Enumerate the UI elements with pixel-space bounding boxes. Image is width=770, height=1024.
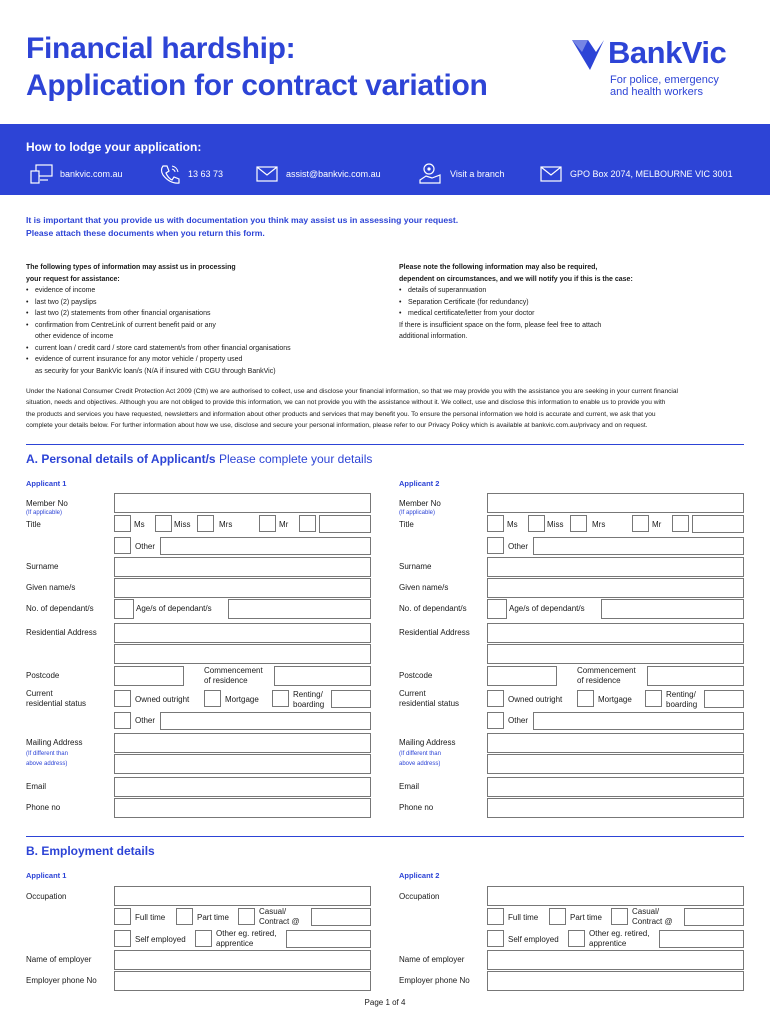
applicant-2-title-other-label: Other (508, 542, 529, 551)
applicant-2-dependant-ages-field[interactable] (601, 599, 744, 619)
info-left-heading-2: your request for assistance: (26, 275, 120, 283)
applicant-2-casual-checkbox[interactable] (611, 908, 628, 925)
applicant-2-postcode-label: Postcode (399, 671, 433, 680)
applicant-1-mailing-note-1: (If different than (26, 751, 68, 757)
title-line-2: Application for contract variation (26, 69, 488, 102)
applicant-1-heading: Applicant 1 (26, 871, 67, 880)
applicant-2-title-checkbox-ms[interactable] (487, 515, 504, 532)
applicant-1-title-checkbox-mrs[interactable] (197, 515, 214, 532)
bankvic-logo-icon (570, 38, 606, 72)
logo-text: BankVic (608, 35, 727, 70)
applicant-2-commencement-label-2: of residence (577, 676, 621, 685)
applicant-1-casual-label-1: Casual/ (259, 907, 287, 916)
list-item: • current loan / credit card / store card statement/s from other financial organisations (26, 343, 386, 355)
applicant-2-given-names-field[interactable] (487, 578, 744, 598)
section-b-title: B. Employment details (26, 844, 155, 858)
applicant-1-self-employed-label: Self employed (135, 935, 186, 944)
applicant-2-commencement-field[interactable] (647, 666, 744, 686)
page-number: Page 1 of 4 (364, 998, 406, 1007)
applicant-1-renting-label-1: Renting/ (293, 690, 323, 699)
contact-website[interactable] (30, 160, 123, 188)
applicant-1-phone-field[interactable] (114, 798, 371, 818)
applicant-1-occupation-label: Occupation (26, 892, 67, 901)
applicant-2-mailing-note-2: above address) (399, 761, 441, 767)
list-item-continued: as security for your BankVic loan/s (N/A if insured with CGU through BankVic) (35, 367, 276, 375)
info-right-heading-1: Please note the following information may also be required, (399, 264, 598, 271)
applicant-2-other-employment-field[interactable] (659, 930, 744, 948)
applicant-1-employer-phone-label: Employer phone No (26, 976, 97, 985)
applicant-1-status-other-label: Other (135, 716, 156, 725)
applicant-1-title-option-label: Miss (174, 520, 191, 529)
applicant-2-renting-label-2: boarding (666, 700, 698, 709)
applicant-2-residential-address-line-2[interactable] (487, 644, 744, 664)
privacy-statement (26, 386, 744, 432)
applicant-1-member-no-label: Member No (26, 499, 68, 508)
applicant-2-email-label: Email (399, 782, 420, 791)
applicant-1-owned-outright-label: Owned outright (135, 695, 190, 704)
applicant-1-phone-label: Phone no (26, 803, 61, 812)
applicant-1-title-option-label: Ms (134, 520, 145, 529)
section-a-title: A. Personal details of Applicant/s (26, 452, 216, 466)
applicant-1-given-names-field[interactable] (114, 578, 371, 598)
privacy-line-1: Under the National Consumer Credit Protection Act 2009 (Cth) we are authorised to collect, use and disclose your financial information, so that we may provide you with the assistance you are seeking in your current financial (26, 388, 679, 395)
contact-phone[interactable] (158, 160, 223, 188)
applicant-2-current-status-label-2: residential status (399, 699, 460, 708)
applicant-1-current-status-label-2: residential status (26, 699, 87, 708)
lodge-heading: How to lodge your application: (26, 140, 202, 154)
applicant-2-part-time-label: Part time (570, 913, 603, 922)
list-item: • confirmation from CentreLink of current benefit paid or any (26, 320, 386, 332)
applicant-2-status-other-checkbox[interactable] (487, 712, 504, 729)
logo-tagline (610, 74, 719, 98)
applicant-1-part-time-label: Part time (197, 913, 230, 922)
applicant-1-mortgage-label: Mortgage (225, 695, 259, 704)
applicant-2-full-time-label: Full time (508, 913, 539, 922)
applicant-2-self-employed-checkbox[interactable] (487, 930, 504, 947)
applicant-2-title-option-label: Mrs (592, 520, 606, 529)
applicant-2-phone-field[interactable] (487, 798, 744, 818)
list-item: • evidence of current insurance for any motor vehicle / property used (26, 354, 386, 366)
applicant-1-casual-field[interactable] (311, 908, 371, 926)
section-divider (26, 444, 744, 445)
applicant-1-occupation-field[interactable] (114, 886, 371, 906)
applicant-1-mailing-address-line-1[interactable] (114, 733, 371, 753)
applicant-1-status-other-field[interactable] (160, 712, 371, 730)
applicant-1-residential-address-line-1[interactable] (114, 623, 371, 643)
envelope-icon (540, 165, 564, 183)
section-divider (26, 836, 744, 837)
applicant-2-postcode-field[interactable] (487, 666, 557, 686)
applicant-1-if-applicable-note: (If applicable) (26, 510, 63, 516)
applicant-1-title-other-label: Other (135, 542, 156, 551)
applicant-2-other-employment-label-1: Other eg. retired, (589, 929, 650, 938)
applicant-1-other-employment-label-1: Other eg. retired, (216, 929, 277, 938)
applicant-1-surname-label: Surname (26, 562, 59, 571)
applicant-1-other-employment-checkbox[interactable] (195, 930, 212, 947)
applicant-2-status-other-label: Other (508, 716, 529, 725)
applicant-2-casual-label-2: Contract @ (632, 917, 673, 926)
applicant-2-owned-outright-label: Owned outright (508, 695, 563, 704)
title-line-1: Financial hardship: (26, 32, 296, 65)
applicant-2-employer-name-label: Name of employer (399, 955, 465, 964)
applicant-2-surname-field[interactable] (487, 557, 744, 577)
list-item: • evidence of income (26, 285, 386, 297)
applicant-2-dependants-field[interactable] (487, 599, 507, 619)
applicant-2-title-checkbox-dr[interactable] (672, 515, 689, 532)
applicant-1-mailing-note-2: above address) (26, 761, 68, 767)
list-item: • details of superannuation (399, 285, 749, 297)
privacy-line-3: the products and services you have requested, newsletters and information about other products and services that may benefit you. To ensure the personal information we hold is accurate and current, we ask that you (26, 410, 656, 418)
applicant-1-commencement-field[interactable] (274, 666, 371, 686)
applicant-1-mailing-address-line-2[interactable] (114, 754, 371, 774)
applicant-1-dependants-label: No. of dependant/s (26, 604, 94, 613)
applicant-1-residential-address-line-2[interactable] (114, 644, 371, 664)
applicant-1-title-other-field[interactable] (160, 537, 371, 555)
applicant-1-full-time-checkbox[interactable] (114, 908, 131, 925)
privacy-line-2: situation, needs and objectives. Although you are not obliged to provide this information, we can not provide you with the assistance without it. We collect, use and disclose this information to enable us to provide you with (26, 399, 666, 407)
section-b-heading (26, 844, 155, 858)
applicant-2-if-applicable-note: (If applicable) (399, 510, 436, 516)
applicant-2-heading: Applicant 2 (399, 871, 440, 880)
info-note: If there is insufficient space on the form, please feel free to attach (399, 321, 602, 329)
contact-email-text: assist@bankvic.com.au (286, 169, 381, 179)
applicant-1-part-time-checkbox[interactable] (176, 908, 193, 925)
computer-icon (30, 163, 54, 185)
applicant-2-phone-label: Phone no (399, 803, 434, 812)
info-left-heading-1: The following types of information may assist us in processing (26, 264, 236, 271)
applicant-2-heading: Applicant 2 (399, 479, 440, 488)
logo-tagline-1: For police, emergency (610, 74, 719, 86)
applicant-1-title-checkbox-miss[interactable] (155, 515, 172, 532)
applicant-2-member-no-label: Member No (399, 499, 441, 508)
applicant-2-title-option-label: Ms (507, 520, 518, 529)
applicant-2-employer-phone-label: Employer phone No (399, 976, 470, 985)
applicant-2-surname-label: Surname (399, 562, 432, 571)
applicant-2-occupation-label: Occupation (399, 892, 440, 901)
applicant-2-casual-label-1: Casual/ (632, 907, 660, 916)
applicant-2-renting-checkbox[interactable] (645, 690, 662, 707)
applicant-1-email-label: Email (26, 782, 47, 791)
applicant-2-other-employment-checkbox[interactable] (568, 930, 585, 947)
applicant-2-member-no-field[interactable] (487, 493, 744, 513)
applicant-2-self-employed-label: Self employed (508, 935, 559, 944)
contact-phone-text: 13 63 73 (188, 169, 224, 179)
applicant-1-postcode-label: Postcode (26, 671, 60, 680)
important-note (26, 214, 458, 240)
applicant-2-commencement-label-1: Commencement (577, 666, 636, 675)
applicant-2-title-checkbox-mr[interactable] (632, 515, 649, 532)
section-a-heading (26, 452, 372, 466)
applicant-2-title-other-field[interactable] (533, 537, 744, 555)
applicant-2-mailing-address-label: Mailing Address (399, 738, 456, 747)
branch-location-icon (418, 162, 444, 186)
logo-tagline-2: and health workers (610, 86, 703, 98)
applicant-2-owned-outright-checkbox[interactable] (487, 690, 504, 707)
applicant-1-employer-name-label: Name of employer (26, 955, 92, 964)
applicant-1-casual-label-2: Contract @ (259, 917, 300, 926)
applicant-1-title-label: Title (26, 520, 41, 529)
applicant-1-title-dr-field[interactable] (319, 515, 371, 533)
list-item-continued: other evidence of income (35, 333, 114, 340)
contact-branch-text: Visit a branch (450, 169, 505, 179)
list-item: • last two (2) payslips (26, 297, 386, 309)
info-right-heading-2: dependent on circumstances, and we will notify you if this is the case: (399, 275, 633, 283)
contact-website-text: bankvic.com.au (60, 169, 123, 179)
applicant-2-residential-address-label: Residential Address (399, 628, 470, 637)
applicant-2-mailing-note-1: (If different than (399, 751, 441, 757)
applicant-2-current-status-label-1: Current (399, 689, 426, 698)
applicant-2-occupation-field[interactable] (487, 886, 744, 906)
envelope-icon (256, 165, 280, 183)
applicant-1-given-names-label: Given name/s (26, 583, 76, 592)
applicant-1-title-checkbox-mr[interactable] (259, 515, 276, 532)
applicant-1-owned-outright-checkbox[interactable] (114, 690, 131, 707)
applicant-2-dependant-ages-label: Age/s of dependant/s (509, 604, 585, 613)
applicant-2-casual-field[interactable] (684, 908, 744, 926)
privacy-line-4: complete your details below. For further information about how we use, disclose and secure your personal information, please refer to our Privacy Policy which is available at bankvic.com.au/privacy and on request. (26, 422, 648, 430)
applicant-2-title-checkbox-mrs[interactable] (570, 515, 587, 532)
applicant-2-other-employment-label-2: apprentice (589, 939, 627, 948)
applicant-1-email-field[interactable] (114, 777, 371, 797)
applicant-2-part-time-checkbox[interactable] (549, 908, 566, 925)
list-item: • Separation Certificate (for redundancy) (399, 297, 749, 309)
section-a-subtitle: Please complete your details (215, 452, 373, 466)
applicant-1-other-employment-label-2: apprentice (216, 939, 254, 948)
applicant-1-renting-field[interactable] (331, 690, 371, 708)
applicant-1-dependant-ages-field[interactable] (228, 599, 371, 619)
applicant-1-renting-checkbox[interactable] (272, 690, 289, 707)
applicant-2-title-dr-field[interactable] (692, 515, 744, 533)
applicant-1-self-employed-checkbox[interactable] (114, 930, 131, 947)
applicant-1-commencement-label-1: Commencement (204, 666, 263, 675)
important-line-1: It is important that you provide us with documentation you think may assist us in assessing your request. (26, 215, 459, 225)
applicant-2-residential-address-line-1[interactable] (487, 623, 744, 643)
applicant-2-email-field[interactable] (487, 777, 744, 797)
applicant-1-casual-checkbox[interactable] (238, 908, 255, 925)
applicant-1-current-status-label-1: Current (26, 689, 53, 698)
contact-postal-text: GPO Box 2074, MELBOURNE VIC 3001 (570, 169, 733, 179)
applicant-2-dependants-label: No. of dependant/s (399, 604, 467, 613)
applicant-2-given-names-label: Given name/s (399, 583, 449, 592)
important-line-2: Please attach these documents when you return this form. (26, 228, 265, 238)
applicant-1-member-no-field[interactable] (114, 493, 371, 513)
applicant-2-title-option-label: Mr (652, 520, 662, 529)
list-item: • medical certificate/letter from your doctor (399, 308, 749, 320)
contact-branch[interactable] (418, 160, 504, 188)
applicant-2-title-checkbox-miss[interactable] (528, 515, 545, 532)
applicant-1-surname-field[interactable] (114, 557, 371, 577)
applicant-1-heading: Applicant 1 (26, 479, 67, 488)
phone-icon (158, 163, 182, 185)
applicant-2-title-other-checkbox[interactable] (487, 537, 504, 554)
applicant-1-title-checkbox-dr[interactable] (299, 515, 316, 532)
contact-postal (540, 160, 733, 188)
info-note: additional information. (399, 333, 468, 340)
applicant-1-full-time-label: Full time (135, 913, 166, 922)
applicant-2-mortgage-checkbox[interactable] (577, 690, 594, 707)
applicant-1-status-other-checkbox[interactable] (114, 712, 131, 729)
list-item: • last two (2) statements from other financial organisations (26, 308, 386, 320)
applicant-2-status-other-field[interactable] (533, 712, 744, 730)
applicant-1-dependants-field[interactable] (114, 599, 134, 619)
info-list-left (26, 262, 386, 377)
applicant-2-full-time-checkbox[interactable] (487, 908, 504, 925)
applicant-2-renting-label-1: Renting/ (666, 690, 696, 699)
applicant-1-dependant-ages-label: Age/s of dependant/s (136, 604, 212, 613)
applicant-2-title-label: Title (399, 520, 414, 529)
applicant-2-employer-phone-field[interactable] (487, 971, 744, 991)
applicant-1-employer-phone-field[interactable] (114, 971, 371, 991)
applicant-1-title-checkbox-ms[interactable] (114, 515, 131, 532)
contact-email[interactable] (256, 160, 381, 188)
applicant-1-residential-address-label: Residential Address (26, 628, 97, 637)
applicant-2-mortgage-label: Mortgage (598, 695, 632, 704)
applicant-1-mortgage-checkbox[interactable] (204, 690, 221, 707)
applicant-2-renting-field[interactable] (704, 690, 744, 708)
info-list-right (399, 262, 749, 343)
applicant-1-title-other-checkbox[interactable] (114, 537, 131, 554)
applicant-2-mailing-address-line-1[interactable] (487, 733, 744, 753)
applicant-1-title-option-label: Mr (279, 520, 289, 529)
applicant-1-mailing-address-label: Mailing Address (26, 738, 83, 747)
applicant-1-renting-label-2: boarding (293, 700, 325, 709)
applicant-1-commencement-label-2: of residence (204, 676, 248, 685)
applicant-2-title-option-label: Miss (547, 520, 564, 529)
applicant-1-other-employment-field[interactable] (286, 930, 371, 948)
applicant-1-title-option-label: Mrs (219, 520, 233, 529)
applicant-1-employer-name-field[interactable] (114, 950, 371, 970)
page-title (26, 30, 488, 104)
applicant-1-postcode-field[interactable] (114, 666, 184, 686)
applicant-2-employer-name-field[interactable] (487, 950, 744, 970)
applicant-2-mailing-address-line-2[interactable] (487, 754, 744, 774)
